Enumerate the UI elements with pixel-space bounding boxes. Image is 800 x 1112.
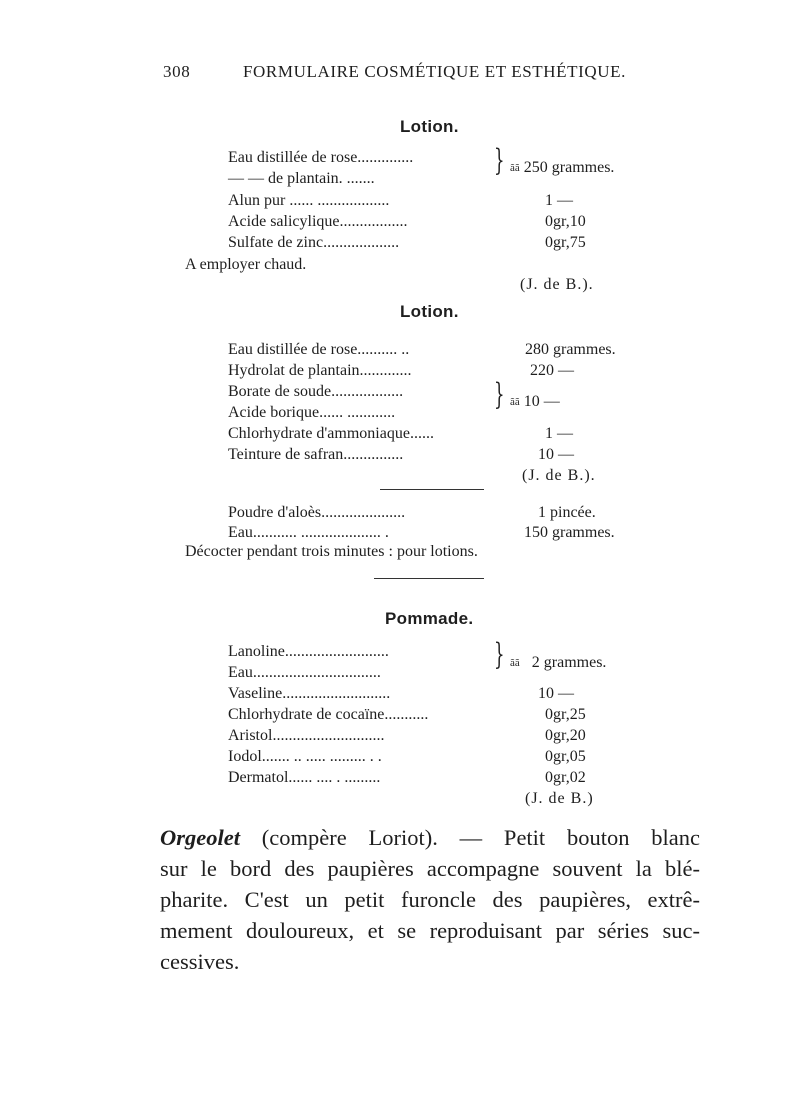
recipe-1-heading: Lotion. bbox=[400, 117, 459, 136]
running-title: FORMULAIRE COSMÉTIQUE ET ESTHÉTIQUE. bbox=[243, 62, 626, 81]
page-number: 308 bbox=[163, 62, 191, 81]
recipe-1-item: — — de plantain. ....... bbox=[228, 170, 375, 187]
recipe-2-item: Borate de soude.................. bbox=[228, 383, 404, 400]
paragraph-line: pharite. C'est un petit furoncle des paupières, extrê- bbox=[160, 887, 700, 912]
term-orgeolet: Orgeolet bbox=[160, 825, 240, 850]
recipe-4-qty: 0gr,02 bbox=[545, 769, 586, 786]
paragraph-line: mement douloureux, et se reproduisant par séries suc- bbox=[160, 918, 700, 943]
recipe-1-item: Alun pur ...... .................. bbox=[228, 192, 390, 209]
recipe-3-note: Décocter pendant trois minutes : pour lotions. bbox=[185, 543, 478, 560]
recipe-3-qty: 1 pincée. bbox=[538, 504, 596, 521]
divider bbox=[380, 489, 484, 490]
recipe-2-qty: 220 — bbox=[530, 362, 574, 379]
recipe-4-qty: 10 — bbox=[538, 685, 574, 702]
body-paragraph bbox=[160, 822, 700, 977]
brace: } bbox=[494, 637, 505, 672]
brace: } bbox=[494, 143, 505, 178]
page-header bbox=[163, 62, 626, 82]
paragraph-line: cessives. bbox=[160, 949, 240, 974]
paragraph-line-text: (compère Loriot). — Petit bouton blanc bbox=[239, 825, 700, 850]
recipe-2-item: Chlorhydrate d'ammoniaque...... bbox=[228, 425, 434, 442]
recipe-4-item: Iodol....... .. ..... ......... . . bbox=[228, 748, 382, 765]
recipe-2-item: Eau distillée de rose.......... .. bbox=[228, 341, 410, 358]
recipe-3-item: Poudre d'aloès..................... bbox=[228, 504, 406, 521]
brace: } bbox=[494, 377, 505, 412]
recipe-3-item: Eau........... .................... . bbox=[228, 524, 389, 541]
recipe-2-source: (J. de B.). bbox=[522, 467, 596, 484]
recipe-2-brace-amount: 10 — bbox=[523, 393, 560, 410]
recipe-4-item: Vaseline........................... bbox=[228, 685, 391, 702]
recipe-1-item: Acide salicylique................. bbox=[228, 213, 408, 230]
aa-abbrev: ãã bbox=[510, 396, 520, 408]
recipe-1-qty: 1 — bbox=[545, 192, 573, 209]
recipe-2-item: Acide borique...... ............ bbox=[228, 404, 396, 421]
recipe-2-item: Teinture de safran............... bbox=[228, 446, 404, 463]
recipe-4-brace-amount: 2 grammes. bbox=[531, 654, 607, 671]
recipe-4-item: Dermatol...... .... . ......... bbox=[228, 769, 381, 786]
recipe-1-qty: 0gr,75 bbox=[545, 234, 586, 251]
paragraph-line bbox=[160, 822, 700, 853]
recipe-4-qty: 0gr,05 bbox=[545, 748, 586, 765]
recipe-4-item: Chlorhydrate de cocaïne........... bbox=[228, 706, 429, 723]
recipe-4-source: (J. de B.) bbox=[525, 790, 594, 807]
recipe-1-brace-amount: 250 grammes. bbox=[523, 159, 615, 176]
aa-abbrev: ãã bbox=[510, 657, 520, 669]
recipe-2-qty: 1 — bbox=[545, 425, 573, 442]
recipe-4-qty: 0gr,20 bbox=[545, 727, 586, 744]
recipe-1-brace-qty bbox=[510, 159, 614, 177]
recipe-4-item: Lanoline.......................... bbox=[228, 643, 389, 660]
recipe-2-brace-qty bbox=[510, 393, 560, 411]
recipe-4-heading: Pommade. bbox=[385, 609, 474, 628]
recipe-3-qty: 150 grammes. bbox=[524, 524, 615, 541]
recipe-2-qty: 10 — bbox=[538, 446, 574, 463]
recipe-4-qty: 0gr,25 bbox=[545, 706, 586, 723]
recipe-2-item: Hydrolat de plantain............. bbox=[228, 362, 412, 379]
recipe-1-source: (J. de B.). bbox=[520, 276, 594, 293]
recipe-2-qty: 280 grammes. bbox=[525, 341, 616, 358]
aa-abbrev: ãã bbox=[510, 162, 520, 174]
recipe-1-item: Eau distillée de rose.............. bbox=[228, 149, 414, 166]
recipe-4-item: Aristol............................ bbox=[228, 727, 385, 744]
recipe-2-heading: Lotion. bbox=[400, 302, 459, 321]
recipe-1-qty: 0gr,10 bbox=[545, 213, 586, 230]
recipe-1-item: Sulfate de zinc................... bbox=[228, 234, 400, 251]
divider bbox=[374, 578, 484, 579]
recipe-4-brace-qty bbox=[510, 654, 606, 672]
recipe-4-item: Eau................................ bbox=[228, 664, 381, 681]
paragraph-line: sur le bord des paupières accompagne souvent la blé- bbox=[160, 856, 700, 881]
recipe-1-note: A employer chaud. bbox=[185, 256, 307, 273]
